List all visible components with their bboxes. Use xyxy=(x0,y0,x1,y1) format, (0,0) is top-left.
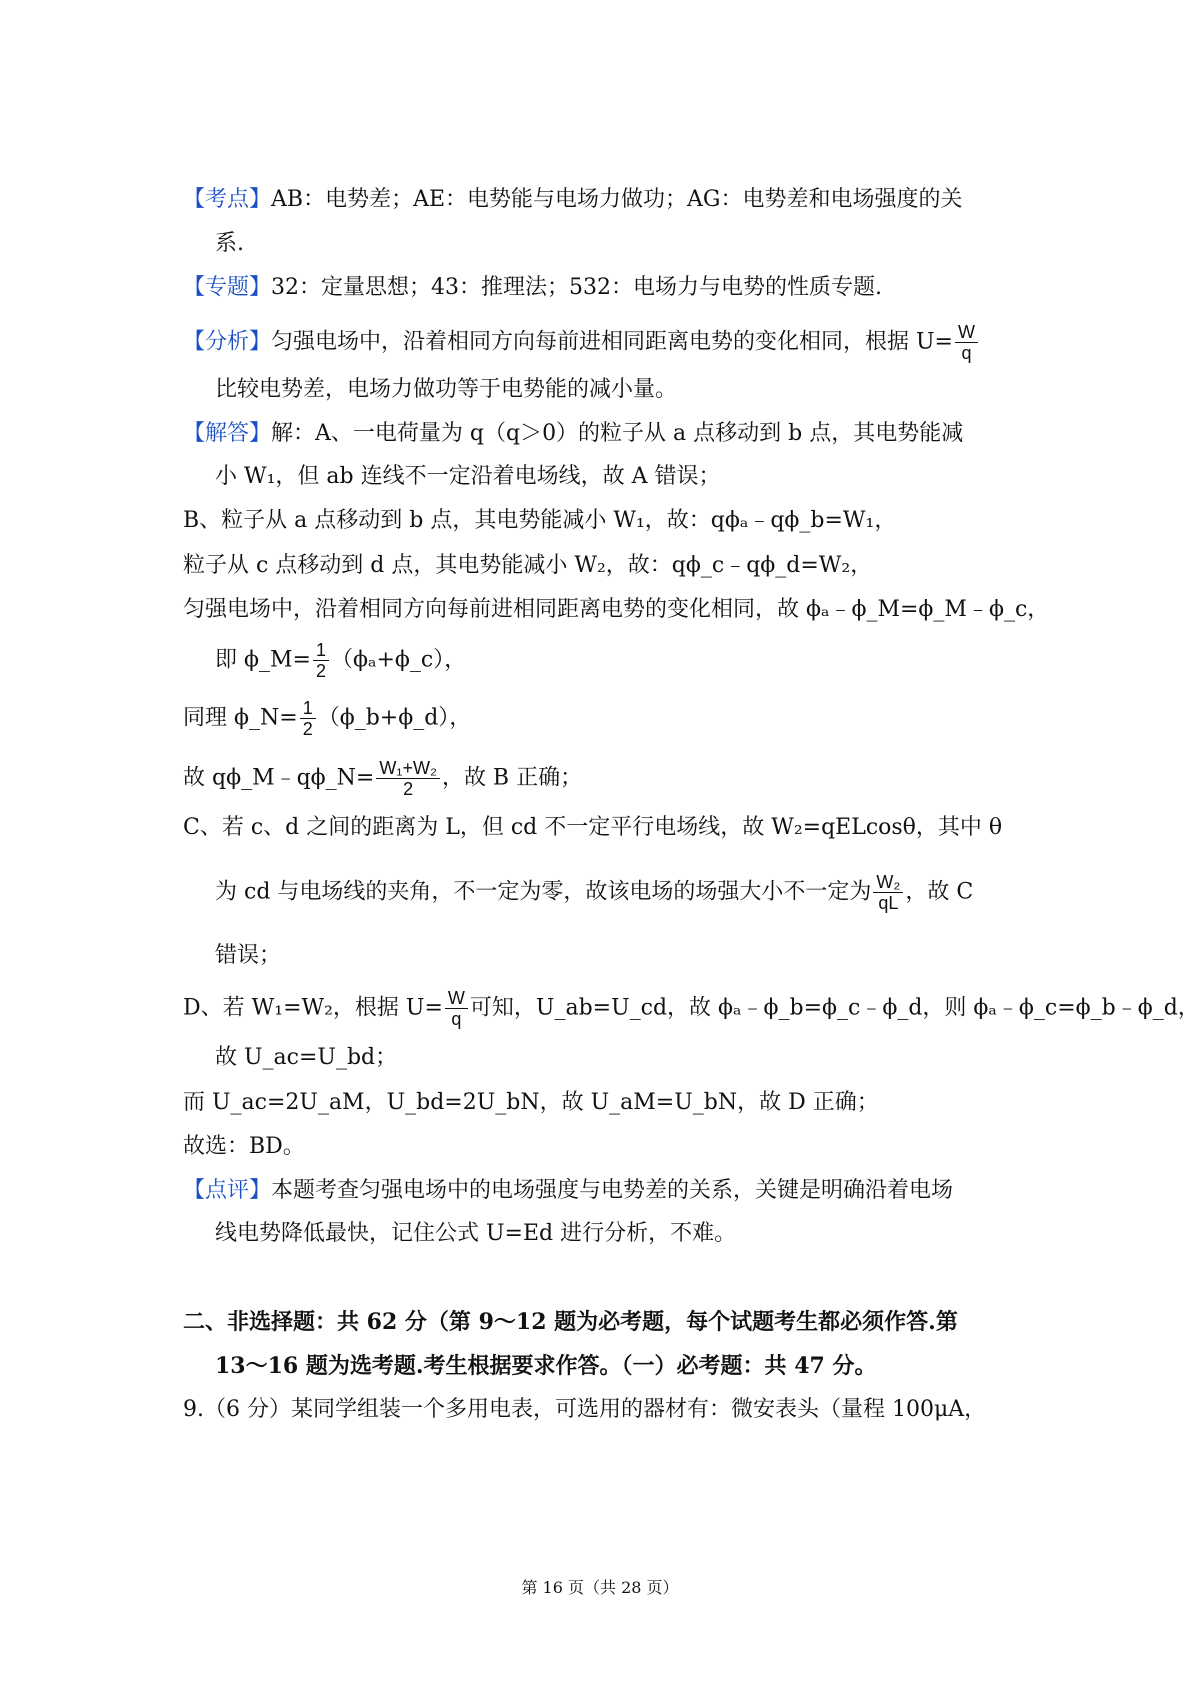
question-9: 9.（6 分）某同学组装一个多用电表，可选用的器材有：微安表头（量程 100μA， xyxy=(183,1397,987,1422)
fraction-w-q: $\frac{W}{q}$ xyxy=(445,988,468,1029)
fenxi-line2: 比较电势差，电场力做功等于电势能的减小量。 xyxy=(215,377,678,402)
solution-b2: 粒子从 c 点移动到 d 点，其电势能减小 W₂，故：qϕ_c﹣qϕ_d=W₂， xyxy=(183,553,873,578)
solution-b4: 即 ϕ_M= $\frac{1}{2}$ （ϕₐ+ϕ_c）， xyxy=(215,640,467,681)
solution-c3: 错误； xyxy=(215,943,282,968)
fraction-w2-ql: $\frac{\text{W₂}}{qL}$ xyxy=(873,872,903,913)
solution-c1: C、若 c、d 之间的距离为 L，但 cd 不一定平行电场线，故 W₂=qELcosθ，其中 θ xyxy=(183,815,1003,840)
dianping-tag: 【点评】 xyxy=(183,1178,272,1203)
jieda-line1: 【解答】解：A、一电荷量为 q（q＞0）的粒子从 a 点移动到 b 点，其电势能减 xyxy=(183,421,964,446)
solution-b5: 同理 ϕ_N= $\frac{1}{2}$ （ϕ_b+ϕ_d）， xyxy=(183,698,472,739)
fenxi-tag: 【分析】 xyxy=(183,329,272,355)
zhuanti-line: 【专题】32：定量思想；43：推理法；532：电场力与电势的性质专题. xyxy=(183,275,882,300)
dianping-line1: 【点评】本题考查匀强电场中的电场强度与电势差的关系，关键是明确沿着电场 xyxy=(183,1178,954,1203)
solution-d3: 而 U_ac=2U_aM，U_bd=2U_bN，故 U_aM=U_bN，故 D 正确； xyxy=(183,1090,879,1115)
solution-b3: 匀强电场中，沿着相同方向每前进相同距离电势的变化相同，故 ϕₐ﹣ϕ_M=ϕ_M﹣ϕ_c， xyxy=(183,597,1050,622)
dianping-line2: 线电势降低最快，记住公式 U=Ed 进行分析，不难。 xyxy=(215,1221,737,1246)
fraction-w1w2-2: $\frac{\text{W₁+W₂}}{2}$ xyxy=(376,758,440,799)
zhuanti-tag: 【专题】 xyxy=(183,275,272,300)
fenxi-line1: 【分析】匀强电场中，沿着相同方向每前进相同距离电势的变化相同，根据 U= $\frac{W}{q}$ xyxy=(183,322,1030,363)
fraction-w-q: $\frac{W}{q}$ xyxy=(955,322,978,363)
fraction-half: $\frac{1}{2}$ xyxy=(313,640,329,681)
section-heading-line1: 二、非选择题：共 62 分（第 9～12 题为必考题，每个试题考生都必须作答.第 xyxy=(183,1309,958,1335)
kaodian-tag: 【考点】 xyxy=(183,187,272,212)
solution-c2: 为 cd 与电场线的夹角，不一定为零，故该电场的场强大小不一定为 $\frac{\text{W₂}}{qL}$ ，故 C xyxy=(215,872,974,913)
solution-d2: 故 U_ac=U_bd； xyxy=(215,1045,398,1070)
solution-b6: 故 qϕ_M﹣qϕ_N= $\frac{\text{W₁+W₂}}{2}$ ，故 B 正确； xyxy=(183,758,583,799)
kaodian-line1: 【考点】AB：电势差；AE：电势能与电场力做功；AG：电势差和电场强度的关 xyxy=(183,187,963,212)
section-heading-line2: 13～16 题为选考题.考生根据要求作答。（一）必考题：共 47 分。 xyxy=(215,1353,877,1379)
fraction-half: $\frac{1}{2}$ xyxy=(300,698,316,739)
solution-b1: B、粒子从 a 点移动到 b 点，其电势能减小 W₁，故：qϕₐ﹣qϕ_b=W₁， xyxy=(183,508,897,533)
jieda-line2: 小 W₁，但 ab 连线不一定沿着电场线，故 A 错误； xyxy=(215,464,721,489)
solution-d1: D、若 W₁=W₂，根据 U= $\frac{W}{q}$ 可知，U_ab=U_cd，故 ϕₐ﹣ϕ_b=ϕ_c﹣ϕ_d，则 ϕₐ﹣ϕ_c=ϕ_b﹣ϕ_d， xyxy=(183,988,1200,1029)
kaodian-line2: 系. xyxy=(215,231,244,256)
page-footer: 第 16 页（共 28 页） xyxy=(521,1578,679,1597)
solution-d4: 故选：BD。 xyxy=(183,1134,305,1159)
jieda-tag: 【解答】 xyxy=(183,421,272,446)
